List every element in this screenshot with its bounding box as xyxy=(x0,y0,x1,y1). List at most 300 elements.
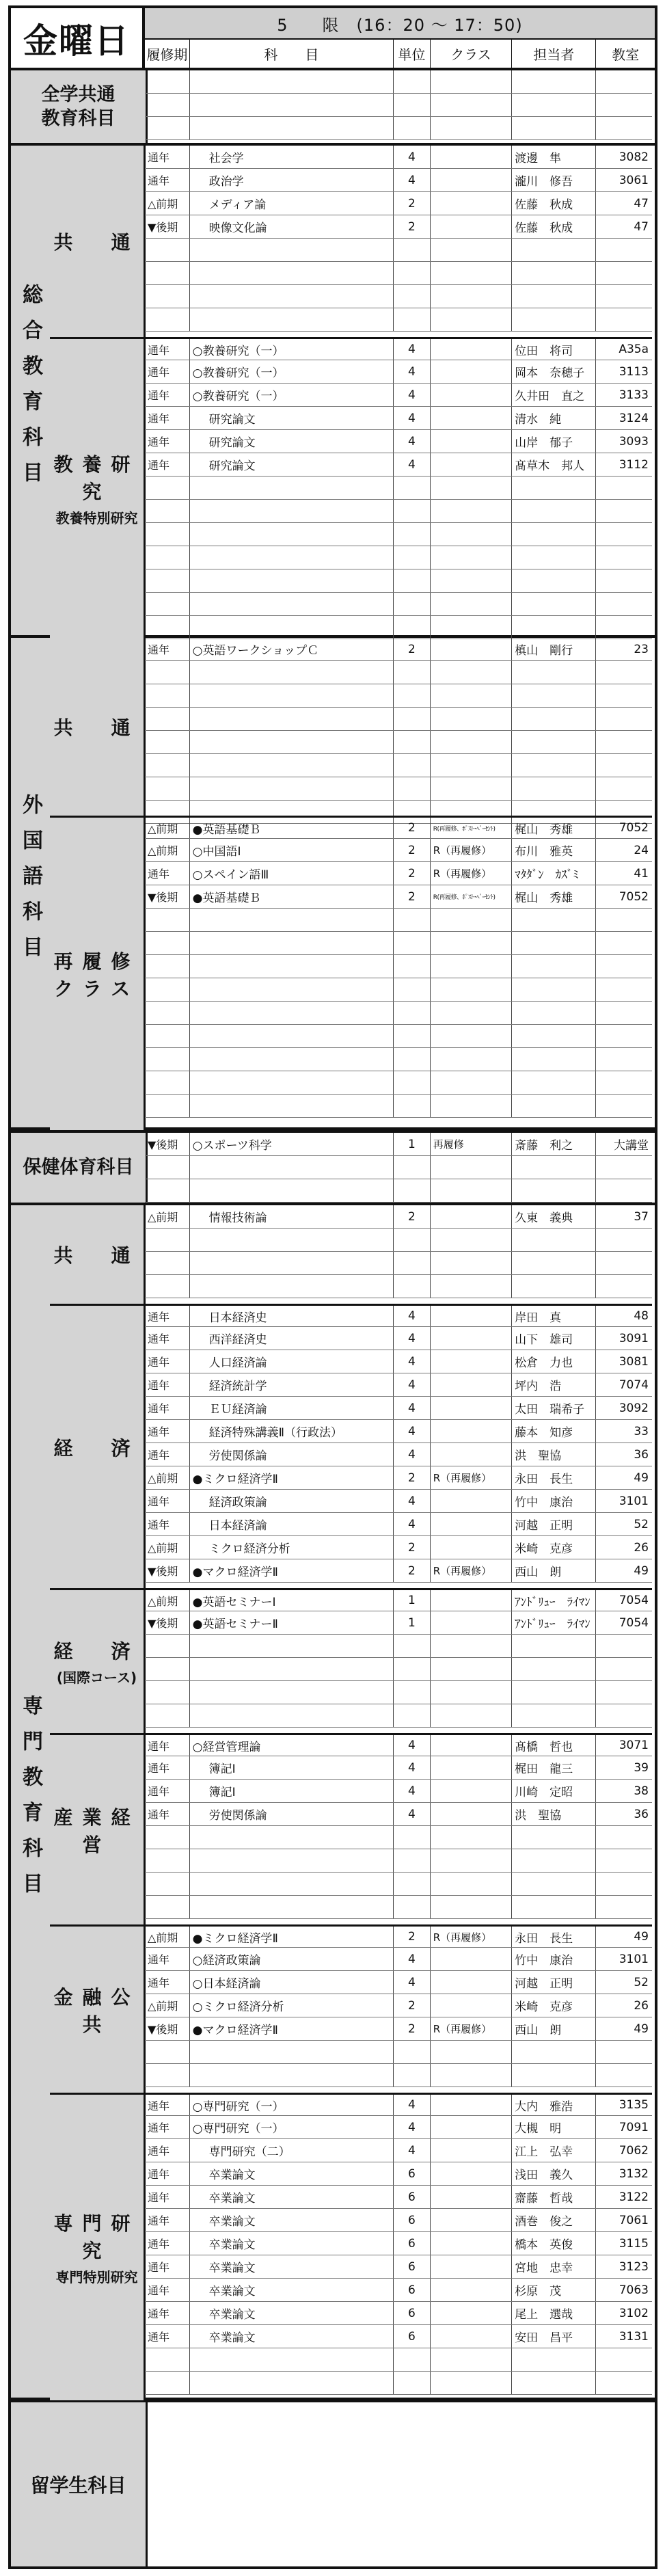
table-row xyxy=(145,1350,652,1373)
class-cell: R(再履修、ﾎﾟｽﾄ･ﾍﾟｰｾﾝﾄ) xyxy=(431,818,512,838)
unit-cell xyxy=(394,1071,431,1094)
table-row xyxy=(145,2302,652,2325)
subject-cell xyxy=(190,523,394,546)
term-cell: ▼後期 xyxy=(145,1611,190,1634)
teacher-cell xyxy=(512,1071,596,1094)
class-cell xyxy=(431,215,512,238)
unit-cell: 4 xyxy=(394,1735,431,1756)
unit-cell: 2 xyxy=(394,1536,431,1559)
table-row xyxy=(145,2017,652,2041)
room-cell xyxy=(596,285,652,308)
unit-cell xyxy=(394,94,431,116)
teacher-cell xyxy=(512,2064,596,2087)
class-cell xyxy=(431,1490,512,1512)
subject-cell xyxy=(190,117,394,139)
class-cell xyxy=(431,1735,512,1756)
subject-cell xyxy=(190,1071,394,1094)
col-subject: 科 目 xyxy=(190,40,394,68)
subject-cell: 研究論文 xyxy=(190,430,394,453)
subject-cell: 卒業論文 xyxy=(190,2232,394,2255)
unit-cell: 2 xyxy=(394,862,431,885)
room-cell: 49 xyxy=(634,2022,649,2036)
teacher-cell: 川崎 定昭 xyxy=(512,1780,596,1802)
room-cell: 49 xyxy=(634,1930,649,1944)
teacher-cell xyxy=(512,708,596,730)
class-cell xyxy=(431,94,512,116)
table-row xyxy=(145,2139,652,2162)
table-row xyxy=(145,2116,652,2139)
teacher-cell xyxy=(512,1681,596,1704)
room-cell: 41 xyxy=(634,866,649,881)
unit-cell: 4 xyxy=(394,339,431,360)
table-row xyxy=(145,169,652,192)
room-cell xyxy=(596,708,652,730)
class-cell xyxy=(431,1780,512,1802)
subject-cell: 卒業論文 xyxy=(190,2279,394,2301)
teacher-cell: 久東 義典 xyxy=(512,1205,596,1228)
teacher-cell xyxy=(512,754,596,777)
subject-cell xyxy=(190,308,394,331)
teacher-cell xyxy=(512,2372,596,2394)
teacher-cell: 渡邊 隼 xyxy=(512,146,596,168)
class-cell xyxy=(431,1681,512,1704)
unit-cell xyxy=(394,70,431,93)
teacher-cell xyxy=(512,70,596,93)
class-cell xyxy=(431,1658,512,1680)
table-row xyxy=(145,2232,652,2255)
teacher-cell: 西山 朗 xyxy=(512,1559,596,1582)
teacher-cell xyxy=(512,1229,596,1251)
table-row xyxy=(145,1443,652,1466)
unit-cell: 4 xyxy=(394,2139,431,2162)
term-cell xyxy=(145,546,190,569)
unit-cell: 4 xyxy=(394,1780,431,1802)
teacher-cell: 竹中 康治 xyxy=(512,1948,596,1970)
term-cell xyxy=(145,500,190,522)
term-cell: 通年 xyxy=(145,2325,190,2348)
section-label: 全学共通 教育科目 xyxy=(41,83,116,129)
unit-cell xyxy=(394,1229,431,1251)
term-cell: 通年 xyxy=(145,430,190,453)
section-label: 総合教育科目 xyxy=(18,284,42,497)
term-cell: 通年 xyxy=(145,1756,190,1779)
subject-cell: ●英語基礎Ｂ xyxy=(190,885,394,908)
teacher-cell xyxy=(512,308,596,331)
term-cell xyxy=(145,777,190,800)
class-cell: R(再履修、ﾎﾟｽﾄ･ﾍﾟｰｾﾝﾄ) xyxy=(431,885,512,908)
teacher-cell: 梶山 秀雄 xyxy=(512,818,596,838)
unit-cell: 2 xyxy=(394,818,431,838)
class-cell xyxy=(431,285,512,308)
room-cell: 3091 xyxy=(619,1331,649,1345)
room-cell: 3135 xyxy=(619,2098,649,2112)
class-cell xyxy=(431,777,512,800)
room-cell xyxy=(596,1275,652,1298)
table-row xyxy=(145,360,652,384)
term-cell: 通年 xyxy=(145,407,190,429)
subject-cell: ○経営管理論 xyxy=(190,1735,394,1756)
table-row xyxy=(145,2186,652,2209)
subject-cell xyxy=(190,1179,394,1202)
room-cell xyxy=(596,1873,652,1895)
subject-cell: ○スペイン語Ⅲ xyxy=(190,862,394,885)
teacher-cell xyxy=(512,117,596,139)
room-cell: 26 xyxy=(634,1540,649,1555)
room-cell xyxy=(596,1896,652,1918)
room-cell xyxy=(596,2372,652,2394)
table-row xyxy=(145,1490,652,1513)
teacher-cell: 洪 聖協 xyxy=(512,1803,596,1825)
term-cell: △前期 xyxy=(145,1205,190,1228)
table-row xyxy=(145,1780,652,1803)
term-cell xyxy=(145,955,190,978)
class-cell xyxy=(431,500,512,522)
term-cell xyxy=(145,523,190,546)
room-cell xyxy=(596,731,652,753)
room-cell xyxy=(596,1156,652,1179)
unit-cell: 6 xyxy=(394,2209,431,2231)
teacher-cell: 松倉 力也 xyxy=(512,1350,596,1373)
unit-cell xyxy=(394,308,431,331)
teacher-cell xyxy=(512,2041,596,2063)
room-cell: 7063 xyxy=(619,2283,649,2297)
term-cell: △前期 xyxy=(145,818,190,838)
term-cell xyxy=(145,661,190,684)
subject-cell: メディア論 xyxy=(190,192,394,215)
unit-cell: 4 xyxy=(394,360,431,383)
unit-cell xyxy=(394,1681,431,1704)
room-cell xyxy=(596,932,652,954)
term-cell xyxy=(145,70,190,93)
term-cell: 通年 xyxy=(145,1803,190,1825)
unit-cell xyxy=(394,2041,431,2063)
class-cell xyxy=(431,661,512,684)
subject-cell: ●英語セミナーⅠ xyxy=(190,1590,394,1611)
unit-cell: 4 xyxy=(394,1420,431,1443)
class-cell xyxy=(431,262,512,284)
unit-cell: 4 xyxy=(394,146,431,168)
unit-cell: 6 xyxy=(394,2302,431,2324)
class-cell xyxy=(431,1443,512,1466)
class-cell xyxy=(431,360,512,383)
room-cell: 47 xyxy=(634,196,649,211)
room-cell: 7054 xyxy=(619,1594,649,1607)
table-row xyxy=(145,1896,652,1919)
table-row xyxy=(145,1849,652,1873)
room-cell: A35a xyxy=(619,343,649,356)
table-row xyxy=(145,285,652,308)
teacher-cell xyxy=(512,1252,596,1274)
term-cell: 通年 xyxy=(145,1780,190,1802)
room-cell: 3092 xyxy=(619,1401,649,1415)
room-cell: 37 xyxy=(634,1209,649,1224)
room-cell: 3101 xyxy=(619,1494,649,1508)
class-cell xyxy=(431,192,512,215)
term-cell xyxy=(145,2064,190,2087)
room-cell: 23 xyxy=(634,642,649,656)
term-cell xyxy=(145,616,190,639)
section-label: 専門教育科目 xyxy=(18,1695,42,1908)
teacher-cell xyxy=(512,1635,596,1657)
unit-cell: 1 xyxy=(394,1133,431,1155)
subject-cell xyxy=(190,754,394,777)
room-cell xyxy=(596,909,652,931)
teacher-cell: 大内 雅浩 xyxy=(512,2095,596,2115)
subject-cell xyxy=(190,1896,394,1918)
term-cell xyxy=(145,754,190,777)
subject-cell: 経済特殊講義Ⅱ（行政法） xyxy=(190,1420,394,1443)
room-cell: 3133 xyxy=(619,388,649,402)
teacher-cell: 永田 長生 xyxy=(512,1466,596,1489)
unit-cell: 4 xyxy=(394,1513,431,1535)
class-cell xyxy=(431,1252,512,1274)
subject-cell xyxy=(190,1156,394,1179)
section-ryugaku xyxy=(8,2400,657,2569)
room-cell xyxy=(596,684,652,707)
table-row xyxy=(145,777,652,801)
term-cell: 通年 xyxy=(145,1397,190,1419)
term-cell xyxy=(145,1002,190,1024)
class-cell xyxy=(431,453,512,476)
unit-cell xyxy=(394,1658,431,1680)
subject-cell xyxy=(190,1229,394,1251)
table-row xyxy=(145,1002,652,1025)
unit-cell xyxy=(394,708,431,730)
room-cell: 3071 xyxy=(619,1739,649,1752)
teacher-cell: 位田 将司 xyxy=(512,339,596,360)
room-cell: 52 xyxy=(634,1517,649,1531)
teacher-cell: 岸田 真 xyxy=(512,1306,596,1326)
unit-cell: 2 xyxy=(394,1994,431,2017)
term-cell: 通年 xyxy=(145,2162,190,2185)
table-row xyxy=(145,731,652,754)
unit-cell: 6 xyxy=(394,2162,431,2185)
class-cell xyxy=(431,932,512,954)
table-row xyxy=(145,1756,652,1780)
teacher-cell: 槙山 剛行 xyxy=(512,638,596,660)
class-cell xyxy=(431,569,512,592)
class-cell xyxy=(431,2209,512,2231)
room-cell: 49 xyxy=(634,1471,649,1485)
term-cell: △前期 xyxy=(145,1590,190,1611)
subject-cell: ●マクロ経済学Ⅱ xyxy=(190,2017,394,2040)
table-row xyxy=(145,2325,652,2348)
term-cell: 通年 xyxy=(145,169,190,191)
term-cell xyxy=(145,1095,190,1117)
table-row xyxy=(145,1559,652,1583)
teacher-cell: 坪内 浩 xyxy=(512,1373,596,1396)
class-cell xyxy=(431,2162,512,2185)
teacher-cell: 髙草木 邦人 xyxy=(512,453,596,476)
teacher-cell xyxy=(512,1095,596,1117)
class-cell xyxy=(431,1756,512,1779)
class-cell: R（再履修） xyxy=(431,839,512,861)
room-cell: 36 xyxy=(634,1447,649,1462)
class-cell xyxy=(431,638,512,660)
unit-cell xyxy=(394,1095,431,1117)
teacher-cell xyxy=(512,262,596,284)
class-cell xyxy=(431,1179,512,1202)
subject-cell: 卒業論文 xyxy=(190,2255,394,2278)
table-row xyxy=(145,932,652,955)
teacher-cell: 宮地 忠幸 xyxy=(512,2255,596,2278)
subject-cell: ●マクロ経済学Ⅱ xyxy=(190,1559,394,1582)
room-cell xyxy=(596,1071,652,1094)
room-cell: 3061 xyxy=(619,173,649,187)
unit-cell: 6 xyxy=(394,2232,431,2255)
table-row xyxy=(145,1704,652,1728)
room-cell xyxy=(596,262,652,284)
unit-cell: 4 xyxy=(394,1490,431,1512)
subject-cell xyxy=(190,593,394,615)
unit-cell xyxy=(394,593,431,615)
room-cell xyxy=(596,777,652,800)
table-row xyxy=(145,453,652,477)
table-row xyxy=(145,215,652,239)
teacher-cell xyxy=(512,978,596,1001)
table-row xyxy=(145,1327,652,1350)
teacher-cell xyxy=(512,523,596,546)
teacher-cell xyxy=(512,684,596,707)
unit-cell: 2 xyxy=(394,1466,431,1489)
room-cell xyxy=(596,593,652,615)
table-row xyxy=(145,70,652,94)
unit-cell xyxy=(394,569,431,592)
term-cell xyxy=(145,1025,190,1047)
class-cell xyxy=(431,1803,512,1825)
class-cell xyxy=(431,1397,512,1419)
teacher-cell: 洪 聖協 xyxy=(512,1443,596,1466)
class-cell xyxy=(431,239,512,261)
room-cell: 38 xyxy=(634,1784,649,1798)
class-cell xyxy=(431,909,512,931)
teacher-cell xyxy=(512,477,596,499)
subject-cell: 経済統計学 xyxy=(190,1373,394,1396)
term-cell: 通年 xyxy=(145,2302,190,2324)
subject-cell xyxy=(190,262,394,284)
subject-cell: 簿記Ⅰ xyxy=(190,1756,394,1779)
teacher-cell: 河越 正明 xyxy=(512,1971,596,1994)
term-cell xyxy=(145,477,190,499)
table-row xyxy=(145,816,652,839)
class-cell xyxy=(431,2325,512,2348)
teacher-cell: 大槻 明 xyxy=(512,2116,596,2138)
subject-cell: 情報技術論 xyxy=(190,1205,394,1228)
table-row xyxy=(145,384,652,407)
class-cell xyxy=(431,2041,512,2063)
term-cell: △前期 xyxy=(145,1466,190,1489)
unit-cell xyxy=(394,955,431,978)
term-cell xyxy=(145,1229,190,1251)
subject-cell: 卒業論文 xyxy=(190,2162,394,2185)
subject-cell: ●ミクロ経済学Ⅱ xyxy=(190,1927,394,1947)
class-cell xyxy=(431,1948,512,1970)
teacher-cell: 佐藤 秋成 xyxy=(512,192,596,215)
term-cell: 通年 xyxy=(145,2095,190,2115)
table-row xyxy=(145,616,652,639)
room-cell xyxy=(596,1704,652,1727)
class-cell xyxy=(431,2255,512,2278)
term-cell xyxy=(145,932,190,954)
unit-cell xyxy=(394,731,431,753)
subject-cell xyxy=(190,978,394,1001)
class-cell xyxy=(431,1635,512,1657)
room-cell xyxy=(596,308,652,331)
unit-cell: 4 xyxy=(394,1971,431,1994)
subject-cell xyxy=(190,1275,394,1298)
subject-cell xyxy=(190,1002,394,1024)
subject-cell: ●英語基礎Ｂ xyxy=(190,818,394,838)
term-cell xyxy=(145,1826,190,1849)
table-row xyxy=(145,2279,652,2302)
class-cell xyxy=(431,2116,512,2138)
class-cell xyxy=(431,1156,512,1179)
class-cell xyxy=(431,308,512,331)
table-row xyxy=(145,638,652,661)
subject-cell: 専門研究（二） xyxy=(190,2139,394,2162)
table-row xyxy=(145,1156,652,1179)
subcategory: 共 通 xyxy=(50,1205,146,1304)
teacher-cell: 米崎 克彦 xyxy=(512,1994,596,2017)
table-row xyxy=(145,94,652,117)
room-cell: 3081 xyxy=(619,1354,649,1369)
unit-cell: 4 xyxy=(394,1350,431,1373)
term-cell xyxy=(145,569,190,592)
subject-cell xyxy=(190,1095,394,1117)
subject-cell: 卒業論文 xyxy=(190,2209,394,2231)
subject-cell xyxy=(190,70,394,93)
unit-cell xyxy=(394,1002,431,1024)
room-cell xyxy=(596,661,652,684)
room-cell xyxy=(596,616,652,639)
teacher-cell: ﾏﾀﾀﾞﾝ ｶｽﾞﾐ xyxy=(512,862,596,885)
table-row xyxy=(145,1873,652,1896)
unit-cell xyxy=(394,1025,431,1047)
room-cell xyxy=(596,1229,652,1251)
room-cell: 33 xyxy=(634,1424,649,1438)
room-cell: 24 xyxy=(634,843,649,857)
unit-cell: 4 xyxy=(394,169,431,191)
unit-cell xyxy=(394,1179,431,1202)
class-cell xyxy=(431,1611,512,1634)
class-cell xyxy=(431,1306,512,1326)
class-cell xyxy=(431,708,512,730)
unit-cell xyxy=(394,1275,431,1298)
unit-cell: 2 xyxy=(394,885,431,908)
subject-cell xyxy=(190,1252,394,1274)
unit-cell: 4 xyxy=(394,1756,431,1779)
teacher-cell xyxy=(512,1002,596,1024)
teacher-cell xyxy=(512,1156,596,1179)
room-cell: 大講堂 xyxy=(614,1139,649,1153)
room-cell xyxy=(596,239,652,261)
unit-cell: 6 xyxy=(394,2255,431,2278)
room-cell: 3102 xyxy=(619,2306,649,2320)
room-cell: 3123 xyxy=(619,2259,649,2274)
subcategory: 経 済 xyxy=(50,1304,146,1588)
teacher-cell xyxy=(512,1896,596,1918)
room-cell: 3124 xyxy=(619,411,649,425)
room-cell xyxy=(596,1252,652,1274)
table-row xyxy=(145,1252,652,1275)
term-cell xyxy=(145,1704,190,1727)
unit-cell xyxy=(394,684,431,707)
subject-cell: 労使関係論 xyxy=(190,1443,394,1466)
unit-cell xyxy=(394,1704,431,1727)
subject-cell: ○日本経済論 xyxy=(190,1971,394,1994)
table-row xyxy=(145,569,652,593)
subject-cell xyxy=(190,285,394,308)
